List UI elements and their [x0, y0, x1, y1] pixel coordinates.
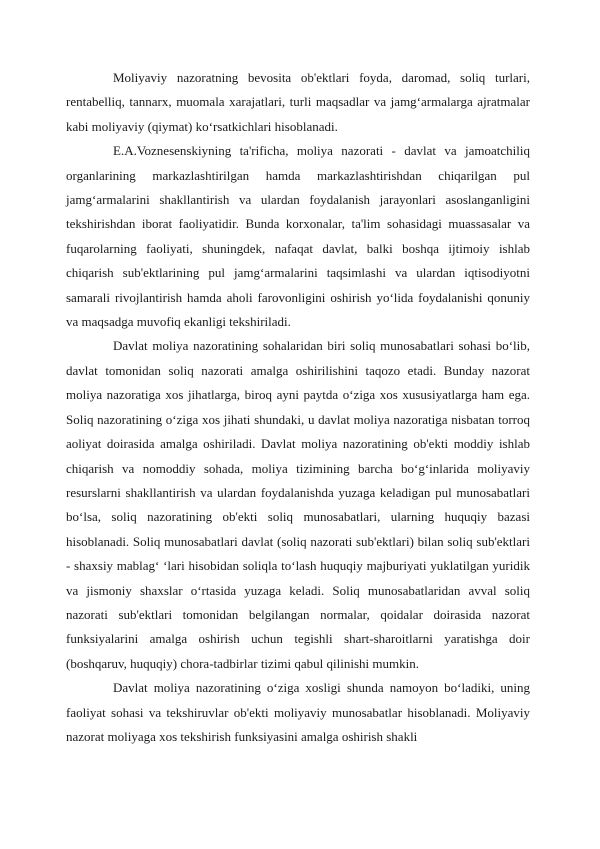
paragraph: Davlat moliya nazoratining sohalaridan biri soliq munosabatlari sohasi bo‘lib, davlat tomonidan soliq nazorati amalga oshirilishini taqozo etadi. Bunday nazorat moliya nazoratiga xos jihatlarga, biroq ayni paytda o‘ziga xos xususiyatlarga ham ega. Soliq nazoratining o‘ziga xos jihati shundaki, u davlat moliya nazoratiga nisbatan torroq aoliyat doirasida amalga oshiriladi. Davlat moliya nazoratining ob'ekti moddiy ishlab chiqarish va nomoddiy sohada, moliya tizimining barcha bo‘g‘inlarida moliyaviy resurslarni shakllantirish va ulardan foydalanishda yuzaga keladigan pul munosabatlari bo‘lsa, soliq nazoratining ob'ekti soliq munosabatlari, ularning huquqiy bazasi hisoblanadi. Soliq munosabatlari davlat (soliq nazorati sub'ektlari) bilan soliq sub'ektlari - shaxsiy mablag‘ ‘lari hisobidan soliqla to‘lash huquqiy majburiyati yuklatilgan yuridik va jismoniy shaxslar o‘rtasida yuzaga keladi. Soliq munosabatlaridan avval soliq nazorati sub'ektlari tomonidan belgilangan normalar, qoidalar doirasida nazorat funksiyalarini amalga oshirish uchun tegishli shart-sharoitlarni yaratishga doir (boshqaruv, huquqiy) chora-tadbirlar tizimi qabul qilinishi mumkin. — [66, 338, 530, 671]
paragraph: Moliyaviy nazoratning bevosita ob'ektlari foyda, daromad, soliq turlari, rentabelliq, tannarx, muomala xarajatlari, turli maqsadlar va jamg‘armalarga ajratmalar kabi moliyaviy (qiymat) ko‘rsatkichlari hisoblanadi. — [66, 70, 530, 134]
document-page — [66, 66, 530, 749]
paragraph: E.A.Voznesenskiyning ta'rificha, moliya nazorati - davlat va jamoatchiliq organlarining markazlashtirilgan hamda markazlashtirishdan chiqarilgan pul jamg‘armalarini shakllantirish va ulardan foydalanish jarayonlari asoslanganligini tekshirishdan iborat faoliyatidir. Bunda korxonalar, ta'lim sohasidagi muassasalar va fuqarolarning faoliyati, shuningdek, nafaqat davlat, balki boshqa ijtimoiy ishlab chiqarish sub'ektlarining pul jamg‘armalarini taqsimlashi va ulardan iqtisodiyotni samarali rivojlantirish hamda aholi farovonligini oshirish yo‘lida foydalanishi qonuniy va maqsadga muvofiq ekanligi tekshiriladi. — [66, 143, 530, 330]
paragraph: Davlat moliya nazoratining o‘ziga xosligi shunda namoyon bo‘ladiki, uning faoliyat sohasi va tekshiruvlar ob'ekti moliyaviy munosabatlar hisoblanadi. Moliyaviy nazorat moliyaga xos tekshirish funksiyasini amalga oshirish shakli — [66, 680, 530, 744]
